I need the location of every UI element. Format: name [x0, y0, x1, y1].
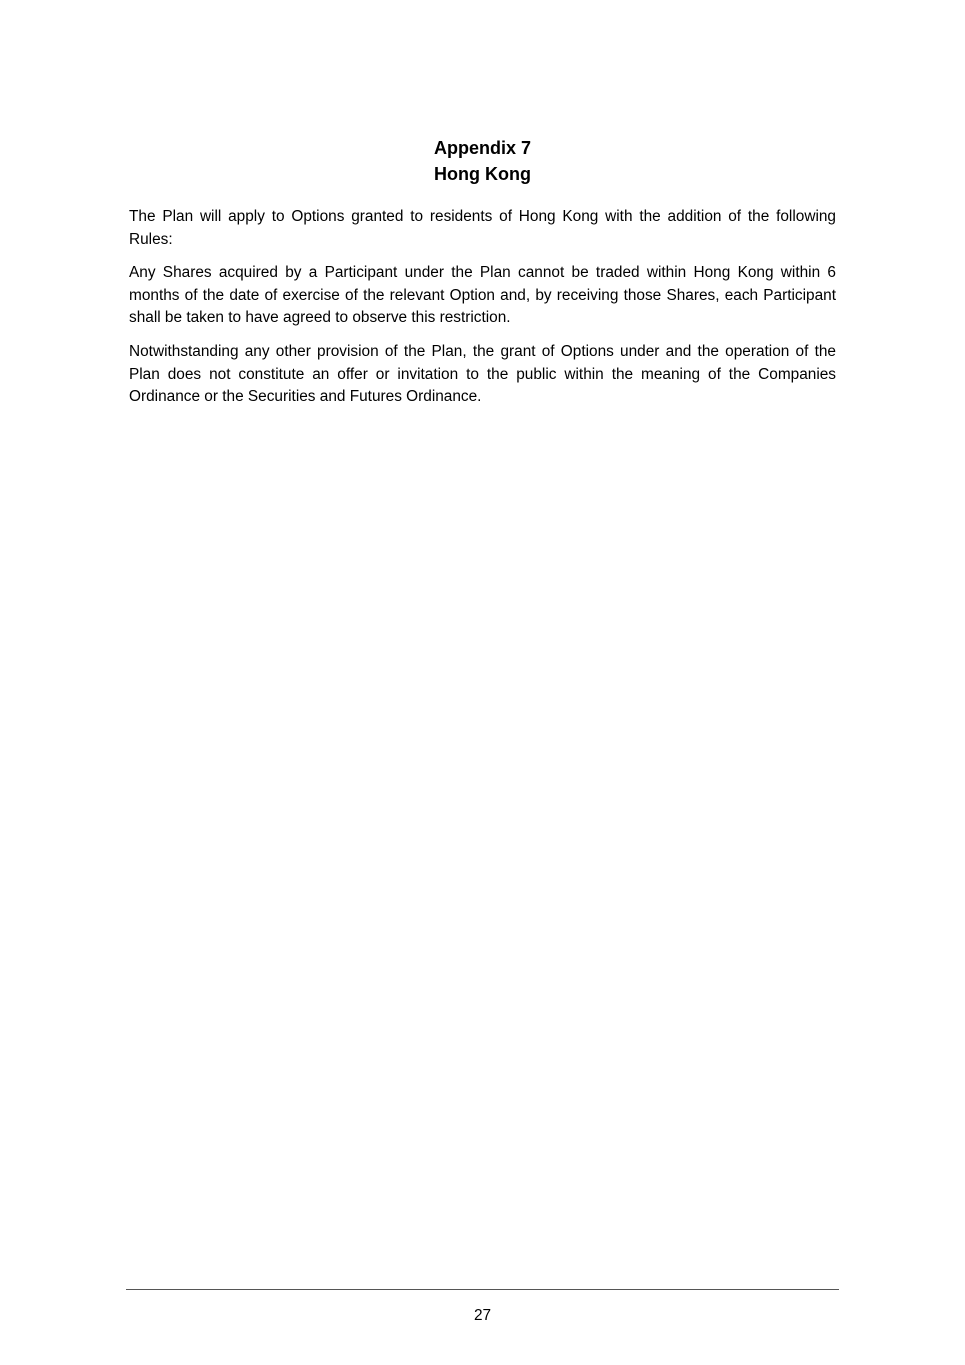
page-number: 27	[473, 1307, 492, 1324]
paragraph-public-offer: Notwithstanding any other provision of the Plan, the grant of Options under and the operation of the Plan does not constitute an offer or invitation to the public within the meaning of the Companies Ordinance or the Securities and Futures Ordinance.	[129, 343, 836, 405]
paragraph-intro: The Plan will apply to Options granted to residents of Hong Kong with the addition of the following Rules:	[129, 208, 836, 248]
appendix-title: Appendix 7	[433, 138, 531, 158]
footer-divider	[126, 1289, 839, 1290]
paragraph-trading-restriction: Any Shares acquired by a Participant under the Plan cannot be traded within Hong Kong within 6 months of the date of exercise of the relevant Option and, by receiving those Shares, each Participant shall be taken to have agreed to observe this restriction.	[129, 264, 836, 326]
appendix-subtitle: Hong Kong	[434, 164, 531, 184]
